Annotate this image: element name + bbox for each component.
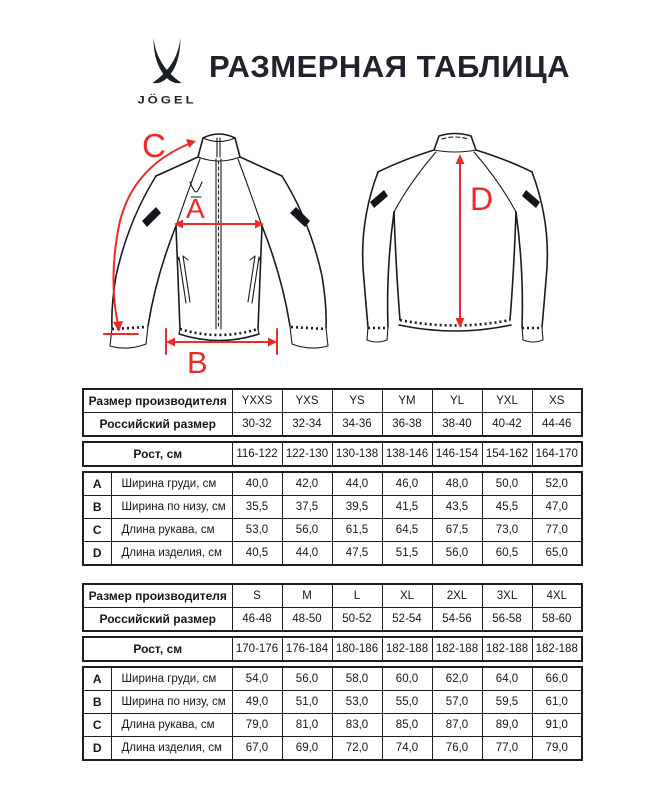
size-cell: 56,0 <box>282 667 332 691</box>
size-cell: 67,0 <box>232 737 282 761</box>
size-cell: YM <box>382 389 432 413</box>
size-cell: 81,0 <box>282 714 332 737</box>
page-title: РАЗМЕРНАЯ ТАБЛИЦА <box>209 49 571 84</box>
size-cell: 77,0 <box>532 519 582 542</box>
jacket-front-diagram <box>90 126 338 378</box>
brand-logo <box>127 34 207 107</box>
size-cell: 35,5 <box>232 496 282 519</box>
size-cell: 59,5 <box>482 691 532 714</box>
size-cell: 53,0 <box>332 691 382 714</box>
size-cell: 58-60 <box>532 608 582 632</box>
size-table-youth-height <box>82 441 583 467</box>
measure-letter: B <box>83 496 111 519</box>
table-row <box>83 496 582 519</box>
size-cell: 40-42 <box>482 413 532 437</box>
size-cell: 47,5 <box>332 542 382 566</box>
measure-letter: A <box>83 472 111 496</box>
size-cell: 116-122 <box>232 442 282 466</box>
size-cell: XS <box>532 389 582 413</box>
size-cell: 46,0 <box>382 472 432 496</box>
size-cell: 53,0 <box>232 519 282 542</box>
size-cell: 57,0 <box>432 691 482 714</box>
size-cell: 64,0 <box>482 667 532 691</box>
jacket-back-outline <box>363 134 548 343</box>
table-row <box>83 413 582 437</box>
size-cell: 176-184 <box>282 637 332 661</box>
row-label: Ширина по низу, см <box>111 496 232 519</box>
size-cell: 58,0 <box>332 667 382 691</box>
table-row <box>83 667 582 691</box>
row-label: Длина изделия, см <box>111 542 232 566</box>
table-row <box>83 737 582 761</box>
size-cell: YXXS <box>232 389 282 413</box>
size-cell: 42,0 <box>282 472 332 496</box>
row-label: Размер производителя <box>83 389 232 413</box>
size-cell: YXS <box>282 389 332 413</box>
size-table-adult-height <box>82 636 583 662</box>
measure-arrow-b <box>166 329 277 378</box>
size-cell: 87,0 <box>432 714 482 737</box>
sleeve-stripe-left <box>142 207 161 227</box>
size-cell: 41,5 <box>382 496 432 519</box>
size-cell: L <box>332 584 382 608</box>
size-cell: 46-48 <box>232 608 282 632</box>
size-cell: 61,5 <box>332 519 382 542</box>
size-cell: 74,0 <box>382 737 432 761</box>
jacket-front-outline <box>110 134 328 348</box>
jogel-v-icon <box>140 34 194 90</box>
size-cell: 64,5 <box>382 519 432 542</box>
size-cell: 52,0 <box>532 472 582 496</box>
size-cell: 138-146 <box>382 442 432 466</box>
size-cell: 3XL <box>482 584 532 608</box>
size-cell: YXL <box>482 389 532 413</box>
size-cell: 122-130 <box>282 442 332 466</box>
measure-label-c: C <box>142 127 166 164</box>
size-cell: 77,0 <box>482 737 532 761</box>
size-cell: 182-188 <box>482 637 532 661</box>
size-cell: 83,0 <box>332 714 382 737</box>
size-cell: 51,0 <box>282 691 332 714</box>
size-cell: 52-54 <box>382 608 432 632</box>
table-row <box>83 584 582 608</box>
size-cell: 79,0 <box>232 714 282 737</box>
size-cell: 48-50 <box>282 608 332 632</box>
size-cell: 54,0 <box>232 667 282 691</box>
size-cell: 54-56 <box>432 608 482 632</box>
size-cell: 50,0 <box>482 472 532 496</box>
size-cell: 69,0 <box>282 737 332 761</box>
size-cell: 2XL <box>432 584 482 608</box>
row-label: Рост, см <box>83 637 232 661</box>
size-cell: 45,5 <box>482 496 532 519</box>
size-cell: 44,0 <box>332 472 382 496</box>
size-cell: 130-138 <box>332 442 382 466</box>
size-cell: 182-188 <box>532 637 582 661</box>
size-cell: 73,0 <box>482 519 532 542</box>
sleeve-stripe-left <box>370 190 388 208</box>
size-cell: 60,0 <box>382 667 432 691</box>
row-label: Длина рукава, см <box>111 519 232 542</box>
size-cell: YL <box>432 389 482 413</box>
row-label: Рост, см <box>83 442 232 466</box>
chest-logo-icon <box>190 182 202 192</box>
size-cell: 56-58 <box>482 608 532 632</box>
table-row <box>83 472 582 496</box>
size-cell: 91,0 <box>532 714 582 737</box>
measure-label-b: B <box>187 345 208 378</box>
size-cell: 44-46 <box>532 413 582 437</box>
measure-arrow-c <box>104 127 196 334</box>
measure-letter: C <box>83 714 111 737</box>
size-cell: 34-36 <box>332 413 382 437</box>
size-cell: S <box>232 584 282 608</box>
size-cell: 180-186 <box>332 637 382 661</box>
size-cell: 85,0 <box>382 714 432 737</box>
table-row <box>83 389 582 413</box>
size-cell: XL <box>382 584 432 608</box>
size-cell: 89,0 <box>482 714 532 737</box>
size-table-youth <box>82 388 581 570</box>
size-cell: 60,5 <box>482 542 532 566</box>
size-table-adult-top <box>82 583 583 632</box>
size-cell: 39,5 <box>332 496 382 519</box>
measure-letter: D <box>83 542 111 566</box>
table-row <box>83 637 582 661</box>
measure-label-d: D <box>470 181 494 217</box>
size-cell: 51,5 <box>382 542 432 566</box>
size-cell: 4XL <box>532 584 582 608</box>
size-cell: 32-34 <box>282 413 332 437</box>
size-cell: 48,0 <box>432 472 482 496</box>
row-label: Размер производителя <box>83 584 232 608</box>
size-cell: 40,5 <box>232 542 282 566</box>
measure-label-a: A <box>186 193 205 224</box>
table-row <box>83 608 582 632</box>
size-cell: 56,0 <box>282 519 332 542</box>
size-cell: 146-154 <box>432 442 482 466</box>
size-table-adult <box>82 583 581 765</box>
size-cell: YS <box>332 389 382 413</box>
size-cell: 170-176 <box>232 637 282 661</box>
jacket-back-diagram <box>352 130 564 364</box>
size-cell: 76,0 <box>432 737 482 761</box>
row-label: Ширина груди, см <box>111 472 232 496</box>
table-row <box>83 691 582 714</box>
size-cell: M <box>282 584 332 608</box>
size-cell: 62,0 <box>432 667 482 691</box>
measure-letter: B <box>83 691 111 714</box>
size-table-youth-top <box>82 388 583 437</box>
size-cell: 38-40 <box>432 413 482 437</box>
measure-letter: D <box>83 737 111 761</box>
size-cell: 36-38 <box>382 413 432 437</box>
row-label: Российский размер <box>83 608 232 632</box>
measure-letter: C <box>83 519 111 542</box>
size-cell: 154-162 <box>482 442 532 466</box>
size-cell: 47,0 <box>532 496 582 519</box>
row-label: Российский размер <box>83 413 232 437</box>
brand-wordmark: JÖGEL <box>137 93 197 106</box>
size-cell: 40,0 <box>232 472 282 496</box>
size-cell: 43,5 <box>432 496 482 519</box>
row-label: Ширина груди, см <box>111 667 232 691</box>
size-cell: 79,0 <box>532 737 582 761</box>
table-row <box>83 714 582 737</box>
size-cell: 182-188 <box>382 637 432 661</box>
size-cell: 67,5 <box>432 519 482 542</box>
table-row <box>83 519 582 542</box>
size-cell: 55,0 <box>382 691 432 714</box>
size-cell: 44,0 <box>282 542 332 566</box>
size-cell: 56,0 <box>432 542 482 566</box>
size-cell: 72,0 <box>332 737 382 761</box>
size-cell: 30-32 <box>232 413 282 437</box>
size-cell: 182-188 <box>432 637 482 661</box>
sleeve-stripe-right <box>522 190 540 208</box>
size-cell: 164-170 <box>532 442 582 466</box>
row-label: Ширина по низу, см <box>111 691 232 714</box>
row-label: Длина рукава, см <box>111 714 232 737</box>
measure-arrow-d <box>456 154 494 328</box>
size-table-youth-measures <box>82 471 583 566</box>
size-table-adult-measures <box>82 666 583 761</box>
table-row <box>83 442 582 466</box>
measure-letter: A <box>83 667 111 691</box>
size-cell: 66,0 <box>532 667 582 691</box>
size-cell: 37,5 <box>282 496 332 519</box>
size-cell: 50-52 <box>332 608 382 632</box>
size-cell: 65,0 <box>532 542 582 566</box>
row-label: Длина изделия, см <box>111 737 232 761</box>
size-cell: 61,0 <box>532 691 582 714</box>
size-cell: 49,0 <box>232 691 282 714</box>
table-row <box>83 542 582 566</box>
